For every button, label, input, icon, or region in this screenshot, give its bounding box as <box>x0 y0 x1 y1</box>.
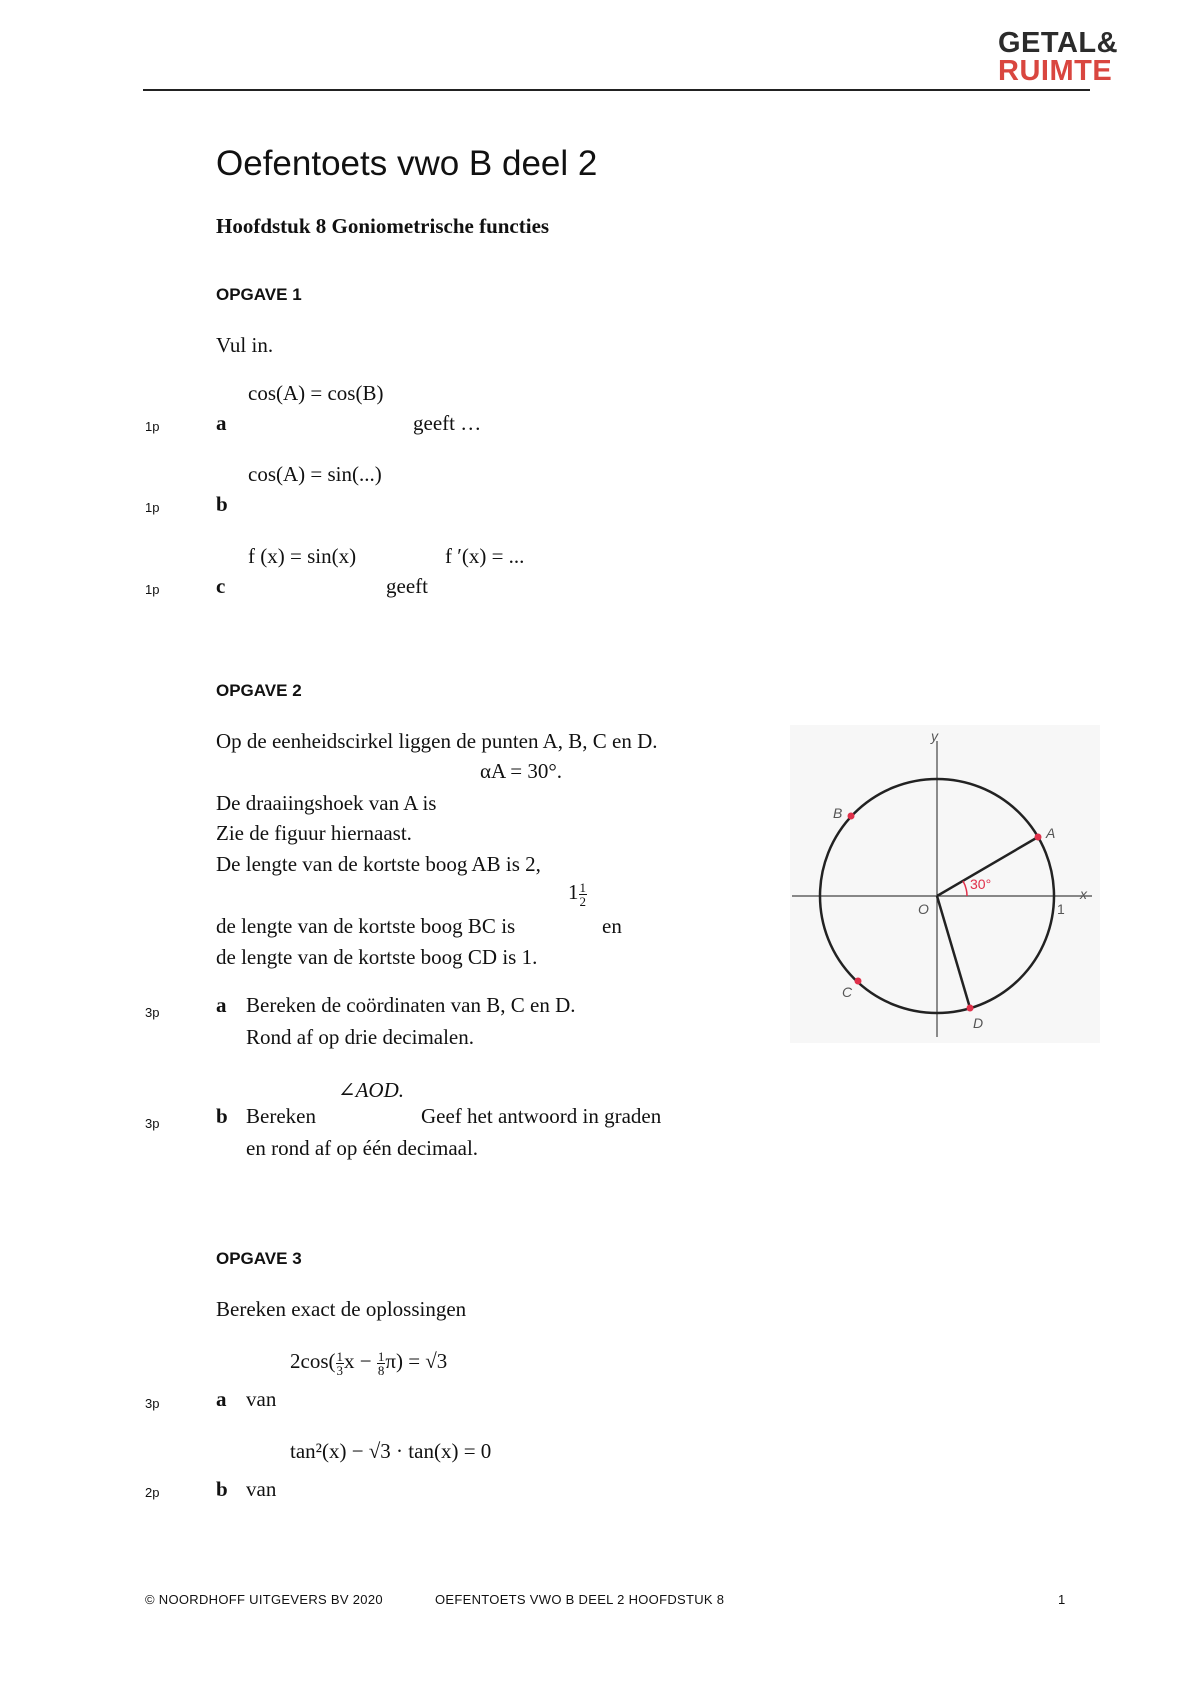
opgave2-line1: Op de eenheidscirkel liggen de punten A, B, C en D. <box>216 729 658 753</box>
x-axis-label: x <box>1080 886 1087 902</box>
chapter-subtitle: Hoofdstuk 8 Goniometrische functies <box>216 214 550 238</box>
opgave1c-text: geeft <box>386 574 428 598</box>
opgave2-line5: de lengte van de kortste boog BC is <box>216 914 516 938</box>
fraction2-numerator: 1 <box>377 1348 385 1364</box>
opgave2-alpha-formula: αA = 30°. <box>480 759 563 783</box>
opgave2-line6: de lengte van de kortste boog CD is 1. <box>216 945 538 969</box>
opgave1a-points: 1p <box>145 419 160 434</box>
logo-ruimte: RUIMTE <box>998 55 1113 87</box>
page-title: Oefentoets vwo B deel 2 <box>216 144 598 183</box>
opgave1c-formula2: f ′(x) = ... <box>445 544 525 568</box>
opgave2b-points: 3p <box>145 1116 160 1131</box>
angle-label: 30° <box>970 876 992 892</box>
opgave3b-label: b <box>216 1477 228 1501</box>
opgave2b-label: b <box>216 1104 228 1128</box>
opgave2-mixed-fraction <box>568 879 587 908</box>
point-c-label: C <box>842 984 853 1000</box>
opgave2-line5-end: en <box>602 914 622 938</box>
fraction1-denominator: 3 <box>336 1362 343 1378</box>
opgave2a-points: 3p <box>145 1005 160 1020</box>
opgave1c-label: c <box>216 574 226 598</box>
point-a-marker <box>1035 834 1042 841</box>
opgave3a-label: a <box>216 1387 227 1411</box>
header-rule <box>143 89 1090 91</box>
y-axis-label: y <box>931 728 938 744</box>
opgave3a-text: van <box>246 1387 277 1411</box>
opgave1c-formula1: f (x) = sin(x) <box>248 544 357 568</box>
formula-post: π) = √3 <box>385 1349 448 1373</box>
opgave2-line3: Zie de figuur hiernaast. <box>216 821 412 845</box>
opgave1b-label: b <box>216 492 228 516</box>
point-d-marker <box>967 1005 974 1012</box>
formula-pre: 2cos( <box>290 1349 336 1373</box>
point-b-marker <box>848 813 855 820</box>
footer-page-number: 1 <box>1058 1592 1066 1607</box>
fraction2-denominator: 8 <box>377 1362 385 1378</box>
opgave2-line4: De lengte van de kortste boog AB is 2, <box>216 852 541 876</box>
fraction-denominator: 2 <box>579 893 586 909</box>
opgave2-heading: OPGAVE 2 <box>216 681 302 700</box>
opgave3b-text: van <box>246 1477 277 1501</box>
opgave2b-text2: Geef het antwoord in graden <box>421 1104 662 1128</box>
fraction-whole: 1 <box>568 880 579 904</box>
opgave3a-points: 3p <box>145 1396 160 1411</box>
opgave3-intro: Bereken exact de oplossingen <box>216 1297 467 1321</box>
opgave1a-label: a <box>216 411 227 435</box>
footer-document: OEFENTOETS VWO B DEEL 2 HOOFDSTUK 8 <box>435 1592 725 1607</box>
opgave2b-line2: en rond af op één decimaal. <box>246 1136 479 1160</box>
point-d-label: D <box>973 1015 984 1031</box>
point-b-label: B <box>833 805 843 821</box>
opgave2-line2: De draaiingshoek van A is <box>216 791 437 815</box>
opgave2a-line1: Bereken de coördinaten van B, C en D. <box>246 993 576 1017</box>
opgave1c-points: 1p <box>145 582 160 597</box>
unit-circle-figure <box>790 725 1100 1043</box>
point-a-label: A <box>1046 825 1056 841</box>
opgave2b-formula: ∠AOD. <box>338 1078 405 1102</box>
logo-getal: GETAL& <box>998 27 1119 59</box>
opgave3-heading: OPGAVE 3 <box>216 1249 302 1268</box>
opgave1a-formula: cos(A) = cos(B) <box>248 381 384 405</box>
opgave1-intro: Vul in. <box>216 333 274 357</box>
opgave3b-formula: tan²(x) − √3 · tan(x) = 0 <box>290 1439 492 1463</box>
opgave1b-formula: cos(A) = sin(...) <box>248 462 382 486</box>
fraction-numerator: 1 <box>579 879 586 895</box>
opgave1-heading: OPGAVE 1 <box>216 285 302 304</box>
opgave1b-points: 1p <box>145 500 160 515</box>
formula-mid: x − <box>344 1349 377 1373</box>
point-c-marker <box>855 978 862 985</box>
origin-label: O <box>918 901 929 917</box>
opgave3b-points: 2p <box>145 1485 160 1500</box>
opgave2a-label: a <box>216 993 227 1017</box>
fraction1-numerator: 1 <box>336 1348 343 1364</box>
opgave2b-text1: Bereken <box>246 1104 316 1128</box>
footer-copyright: © NOORDHOFF UITGEVERS BV 2020 <box>145 1592 383 1607</box>
opgave2a-line2: Rond af op drie decimalen. <box>246 1025 475 1049</box>
one-label: 1 <box>1057 901 1065 917</box>
opgave3a-formula <box>290 1348 447 1377</box>
opgave1a-text: geeft … <box>413 411 482 435</box>
